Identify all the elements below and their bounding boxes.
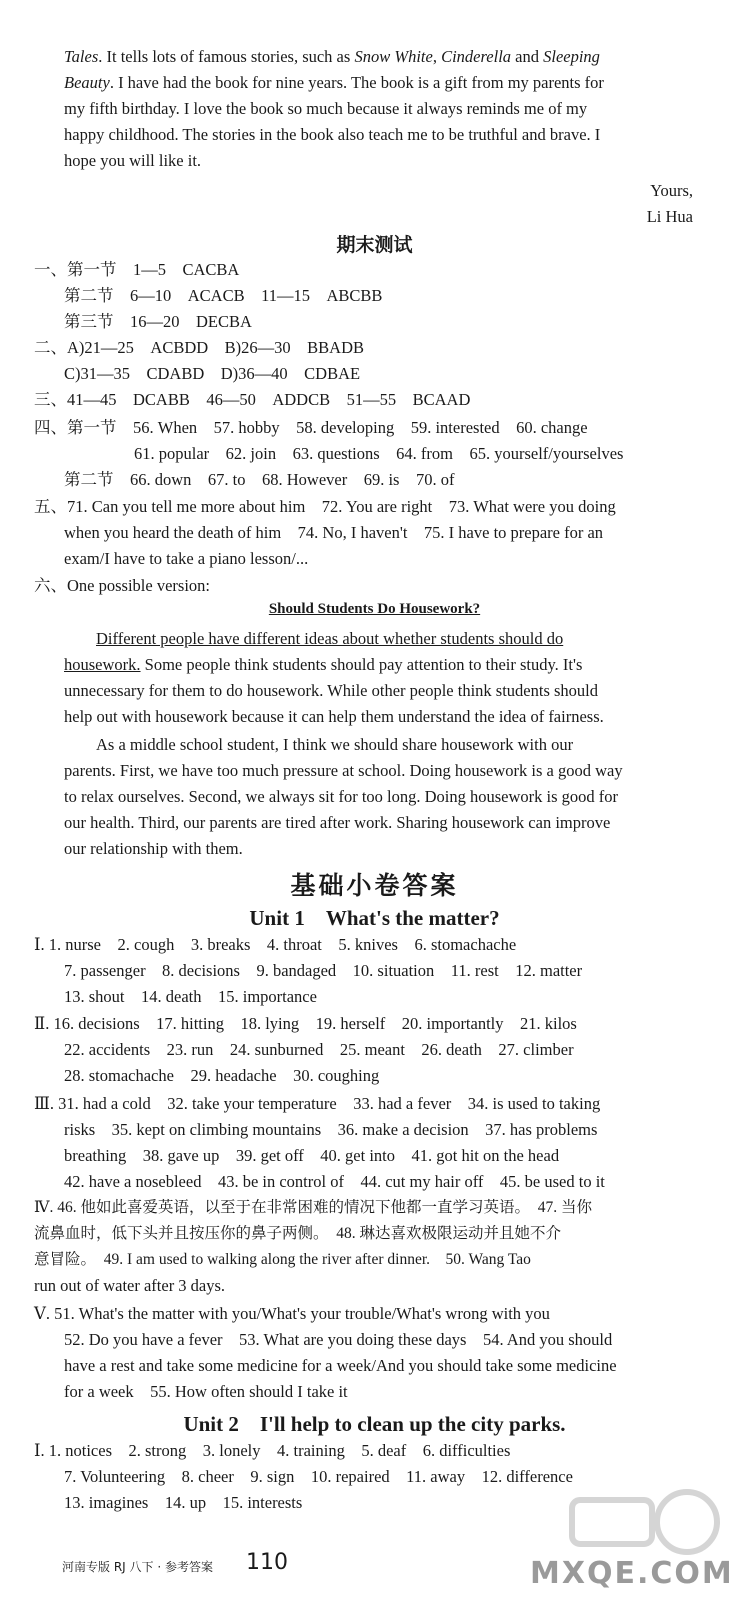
story-title-2: Cinderella	[441, 47, 512, 66]
answer-line: 61. popular 62. join 63. questions 64. from 65. yourself/yourselves	[134, 444, 624, 463]
answer-line: 六、One possible version:	[34, 576, 210, 595]
unit2-line: 13. imagines 14. up 15. interests	[64, 1493, 303, 1512]
unit1-line: have a rest and take some medicine for a week/And you should take some medicine	[64, 1356, 617, 1375]
unit1-line: 42. have a nosebleed 43. be in control of 44. cut my hair off 45. be used to it	[64, 1172, 605, 1191]
letter-text: . I have had the book for nine years. The book is a gift from my parents for	[109, 73, 604, 92]
essay-text: Some people think students should pay attention to their study. It's	[140, 655, 583, 674]
unit2-line: 7. Volunteering 8. cheer 9. sign 10. repaired 11. away 12. difference	[64, 1467, 573, 1486]
unit1-line: Ⅱ. 16. decisions 17. hitting 18. lying 19. herself 20. importantly 21. kilos	[34, 1014, 577, 1033]
unit1-line: 意冒险。 49. I am used to walking along the river after dinner. 50. Wang Tao	[34, 1251, 531, 1268]
essay-underlined-text: Different people have different ideas about whether students should do	[96, 629, 564, 648]
unit1-line: Ⅳ. 46. 他如此喜爱英语，以至于在非常困难的情况下他都一直学习英语。 47. 当你	[34, 1199, 592, 1216]
unit1-line: 28. stomachache 29. headache 30. coughing	[64, 1066, 380, 1085]
letter-line-2	[64, 72, 697, 94]
essay-line: parents. First, we have too much pressure at school. Doing housework is a good way	[64, 761, 623, 780]
essay-line: unnecessary for them to do housework. While other people think students should	[64, 681, 599, 700]
unit1-line: risks 35. kept on climbing mountains 36. make a decision 37. has problems	[64, 1120, 598, 1139]
essay-line: our health. Third, our parents are tired after work. Sharing housework can improve	[64, 813, 611, 832]
letter-text: . It tells lots of famous stories, such as	[98, 47, 355, 66]
answer-line: 第二节 6—10 ACACB 11—15 ABCBB	[64, 286, 383, 305]
page-number: 110	[246, 1550, 288, 1575]
story-title-3a: Sleeping	[543, 47, 600, 66]
essay-line: to relax ourselves. Second, we always sit for too long. Doing housework is good for	[64, 787, 619, 806]
answer-line: 第三节 16—20 DECBA	[64, 312, 252, 331]
unit1-line: 22. accidents 23. run 24. sunburned 25. meant 26. death 27. climber	[64, 1040, 574, 1059]
answer-line: 五、71. Can you tell me more about him 72. You are right 73. What were you doing	[34, 497, 616, 516]
letter-line-5: hope you will like it.	[64, 151, 202, 170]
answer-line: C)31—35 CDABD D)36—40 CDBAE	[64, 364, 361, 383]
unit1-line: for a week 55. How often should I take it	[64, 1382, 348, 1401]
unit1-title: Unit 1 What's the matter?	[249, 906, 500, 930]
unit1-line: Ⅰ. 1. nurse 2. cough 3. breaks 4. throat 5. knives 6. stomachache	[34, 935, 517, 954]
essay-line	[96, 628, 697, 650]
letter-text: and	[511, 47, 544, 66]
answer-line: 第二节 66. down 67. to 68. However 69. is 70. of	[64, 470, 455, 489]
letter-text: ,	[432, 47, 442, 66]
letter-line-3: my fifth birthday. I love the book so much because it always reminds me of my	[64, 99, 588, 118]
letter-closing: Yours,	[650, 181, 693, 200]
essay-line: help out with housework because it can help them understand the idea of fairness.	[64, 707, 604, 726]
unit1-line: Ⅴ. 51. What's the matter with you/What's your trouble/What's wrong with you	[34, 1304, 550, 1323]
essay-underlined-text: housework.	[64, 655, 141, 674]
edition-label: 河南专版 RJ 八下 · 参考答案	[62, 1560, 213, 1574]
answer-line: when you heard the death of him 74. No, I haven't 75. I have to prepare for an	[64, 523, 604, 542]
unit1-line: run out of water after 3 days.	[34, 1276, 226, 1295]
story-title-3b: Beauty	[64, 73, 110, 92]
unit2-title: Unit 2 I'll help to clean up the city parks.	[183, 1412, 566, 1436]
letter-line-1	[64, 46, 697, 68]
unit1-line: 流鼻血时，低下头并且按压你的鼻子两侧。 48. 琳达喜欢极限运动并且她不介	[34, 1225, 562, 1242]
answer-line: 四、第一节 56. When 57. hobby 58. developing 59. interested 60. change	[34, 418, 588, 437]
watermark-text: MXQE.COM	[530, 1556, 734, 1591]
unit1-line: breathing 38. gave up 39. get off 40. get into 41. got hit on the head	[64, 1146, 560, 1165]
essay-title: Should Students Do Housework?	[268, 601, 481, 617]
unit1-line: 13. shout 14. death 15. importance	[64, 987, 317, 1006]
answer-line: 三、41—45 DCABB 46—50 ADDCB 51—55 BCAAD	[34, 390, 471, 409]
final-test-title: 期末测试	[336, 234, 413, 256]
story-title-1: Snow White	[354, 47, 433, 66]
essay-line: our relationship with them.	[64, 839, 243, 858]
book-title-fragment: Tales	[64, 47, 99, 66]
letter-line-4: happy childhood. The stories in the book also teach me to be truthful and brave. I	[64, 125, 601, 144]
answer-line: exam/I have to take a piano lesson/...	[64, 549, 309, 568]
unit1-line: 52. Do you have a fever 53. What are you doing these days 54. And you should	[64, 1330, 613, 1349]
answer-line: 二、A)21—25 ACBDD B)26—30 BBADB	[34, 338, 365, 357]
unit1-line: Ⅲ. 31. had a cold 32. take your temperature 33. had a fever 34. is used to taking	[34, 1094, 601, 1113]
essay-line	[64, 654, 697, 676]
unit2-line: Ⅰ. 1. notices 2. strong 3. lonely 4. training 5. deaf 6. difficulties	[34, 1441, 511, 1460]
letter-signature: Li Hua	[646, 207, 693, 226]
unit1-line: 7. passenger 8. decisions 9. bandaged 10. situation 11. rest 12. matter	[64, 961, 583, 980]
essay-line: As a middle school student, I think we should share housework with our	[96, 735, 574, 754]
answer-line: 一、第一节 1—5 CACBA	[34, 260, 240, 279]
basic-answers-title: 基础小卷答案	[290, 871, 459, 900]
